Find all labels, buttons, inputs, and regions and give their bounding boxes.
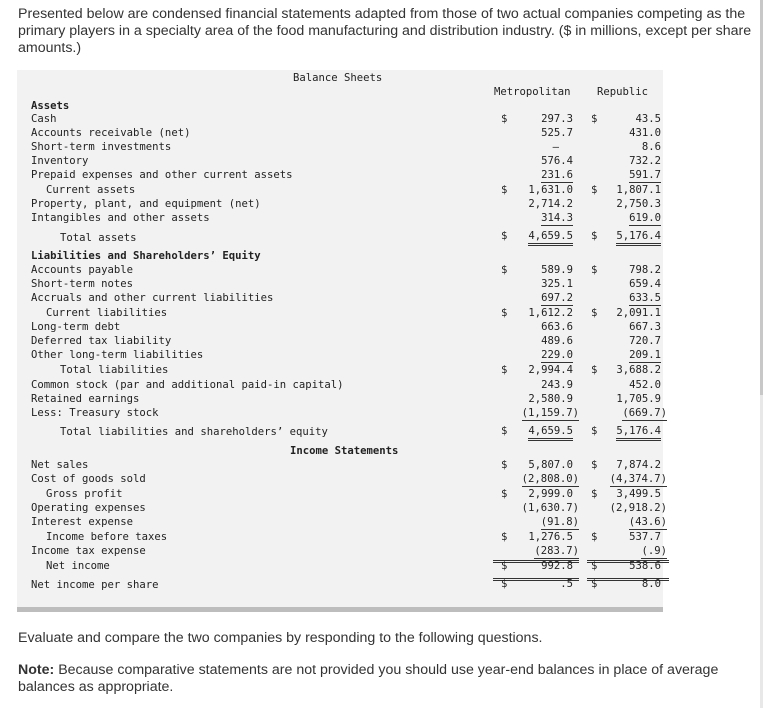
- row-label-ppe: Property, plant, and equipment (net): [31, 198, 261, 210]
- dollar-sign: $: [501, 264, 508, 276]
- prepaid-republic: 591.7: [629, 169, 661, 181]
- common-stock-republic: 452.0: [629, 379, 661, 391]
- total-liabilities-republic: 3,688.2: [616, 364, 661, 376]
- tax-expense-metropolitan: (283.7): [534, 545, 579, 557]
- ap-republic: 798.2: [629, 264, 661, 276]
- row-label-intangibles: Intangibles and other assets: [31, 212, 210, 224]
- ibt-republic: 537.7: [629, 531, 661, 543]
- intro-paragraph: Presented below are condensed financial statements adapted from those of two actual companies competing as the primary players in a specialty area of the food manufacturing and distribution industry. ($ in millions, except per share amounts.): [18, 6, 752, 56]
- note-paragraph: [18, 662, 758, 696]
- liabilities-heading: Liabilities and Shareholders’ Equity: [31, 250, 261, 262]
- stn-republic: 659.4: [629, 278, 661, 290]
- prepaid-metropolitan: 231.6: [541, 169, 573, 181]
- dtl-metropolitan: 489.6: [541, 335, 573, 347]
- ppe-metropolitan: 2,714.2: [528, 198, 573, 210]
- treasury-stock-metropolitan: (1,159.7): [521, 407, 579, 419]
- row-label-total-liab-equity: Total liabilities and shareholders’ equity: [60, 426, 328, 438]
- row-label-ap: Accounts payable: [31, 264, 134, 276]
- row-label-cogs: Cost of goods sold: [31, 473, 146, 485]
- dollar-sign: $: [501, 560, 508, 572]
- row-label-tax-expense: Income tax expense: [31, 545, 146, 557]
- opex-metropolitan: (1,630.7): [521, 502, 579, 514]
- row-label-ar: Accounts receivable (net): [31, 127, 191, 139]
- cogs-metropolitan: (2,808.0): [521, 473, 579, 485]
- net-income-republic: 538.6: [629, 560, 661, 572]
- evaluate-instruction: Evaluate and compare the two companies by responding to the following questions.: [18, 630, 543, 646]
- row-label-net-income: Net income: [46, 560, 110, 572]
- row-label-income-before-taxes: Income before taxes: [46, 531, 168, 543]
- interest-expense-metropolitan: (91.8): [540, 516, 579, 528]
- ltd-republic: 667.3: [629, 321, 661, 333]
- interest-expense-republic: (43.6): [628, 516, 667, 528]
- financial-statements-panel: [17, 70, 667, 612]
- row-label-common-stock: Common stock (par and additional paid-in capital): [31, 379, 344, 391]
- dollar-sign: $: [591, 578, 598, 590]
- sti-republic: 8.6: [641, 141, 661, 153]
- dollar-sign: $: [591, 113, 598, 125]
- intangibles-republic: 619.0: [629, 212, 661, 224]
- ar-metropolitan: 525.7: [541, 127, 573, 139]
- row-label-ltd: Long-term debt: [31, 321, 121, 333]
- balance-sheets-title: Balance Sheets: [293, 72, 383, 84]
- ap-metropolitan: 589.9: [541, 264, 573, 276]
- row-label-treasury-stock: Less: Treasury stock: [31, 407, 159, 419]
- dollar-sign: $: [501, 230, 508, 242]
- gross-profit-republic: 3,499.5: [616, 488, 661, 500]
- dollar-sign: $: [591, 488, 598, 500]
- assets-heading: Assets: [31, 100, 70, 112]
- current-liabilities-republic: 2,091.1: [616, 307, 661, 319]
- row-label-gross-profit: Gross profit: [46, 488, 123, 500]
- gross-profit-metropolitan: 2,999.0: [528, 488, 573, 500]
- dollar-sign: $: [591, 307, 598, 319]
- dollar-sign: $: [591, 230, 598, 242]
- current-liabilities-metropolitan: 1,612.2: [528, 307, 573, 319]
- dollar-sign: $: [591, 364, 598, 376]
- stn-metropolitan: 325.1: [541, 278, 573, 290]
- intangibles-metropolitan: 314.3: [541, 212, 573, 224]
- dollar-sign: $: [591, 459, 598, 471]
- dollar-sign: $: [591, 425, 598, 437]
- total-liab-equity-metropolitan: 4,659.5: [528, 425, 573, 441]
- cash-republic: 43.5: [635, 113, 661, 125]
- oltl-republic: 209.1: [629, 349, 661, 361]
- retained-earnings-metropolitan: 2,580.9: [528, 393, 573, 405]
- dollar-sign: $: [501, 578, 508, 590]
- dollar-sign: $: [501, 113, 508, 125]
- net-sales-republic: 7,874.2: [616, 459, 661, 471]
- row-label-net-sales: Net sales: [31, 459, 89, 471]
- retained-earnings-republic: 1,705.9: [616, 393, 661, 405]
- accruals-republic: 633.5: [629, 292, 661, 304]
- dollar-sign: $: [591, 184, 598, 196]
- row-label-accruals: Accruals and other current liabilities: [31, 292, 274, 304]
- ppe-republic: 2,750.3: [616, 198, 661, 210]
- total-liab-equity-republic: 5,176.4: [616, 425, 661, 441]
- row-label-inventory: Inventory: [31, 155, 89, 167]
- current-assets-metropolitan: 1,631.0: [528, 184, 573, 196]
- row-label-sti: Short-term investments: [31, 141, 172, 153]
- row-label-interest-expense: Interest expense: [31, 516, 134, 528]
- row-label-eps: Net income per share: [31, 579, 159, 591]
- dollar-sign: $: [501, 184, 508, 196]
- row-label-retained-earnings: Retained earnings: [31, 393, 140, 405]
- oltl-metropolitan: 229.0: [541, 349, 573, 361]
- treasury-stock-republic: (669.7): [622, 407, 667, 419]
- total-assets-metropolitan: 4,659.5: [528, 230, 573, 246]
- total-assets-republic: 5,176.4: [616, 230, 661, 246]
- row-label-oltl: Other long-term liabilities: [31, 349, 204, 361]
- metropolitan-column-header: Metropolitan: [494, 86, 571, 98]
- row-label-current-liabilities: Current liabilities: [46, 307, 168, 319]
- row-label-total-assets: Total assets: [60, 232, 137, 244]
- note-text: Because comparative statements are not provided you should use year-end balances in place of average balances as appropriate.: [18, 662, 719, 695]
- row-label-prepaid: Prepaid expenses and other current assets: [31, 169, 293, 181]
- income-statements-title: Income Statements: [290, 445, 399, 457]
- dtl-republic: 720.7: [629, 335, 661, 347]
- dollar-sign: $: [501, 307, 508, 319]
- note-label: Note:: [18, 662, 55, 678]
- ltd-metropolitan: 663.6: [541, 321, 573, 333]
- row-label-stn: Short-term notes: [31, 278, 134, 290]
- cash-metropolitan: 297.3: [541, 113, 573, 125]
- row-label-total-liabilities: Total liabilities: [60, 364, 169, 376]
- accruals-metropolitan: 697.2: [541, 292, 573, 304]
- net-sales-metropolitan: 5,807.0: [528, 459, 573, 471]
- republic-column-header: Republic: [597, 86, 649, 98]
- dollar-sign: $: [501, 531, 508, 543]
- dollar-sign: $: [501, 364, 508, 376]
- dollar-sign: $: [501, 459, 508, 471]
- dollar-sign: $: [501, 425, 508, 437]
- net-income-metropolitan: 992.8: [541, 560, 573, 572]
- common-stock-metropolitan: 243.9: [541, 379, 573, 391]
- eps-metropolitan: .5: [560, 578, 573, 590]
- tax-expense-republic: (.9): [641, 545, 667, 557]
- cogs-republic: (4,374.7): [609, 473, 667, 485]
- current-assets-republic: 1,807.1: [616, 184, 661, 196]
- eps-republic: 8.0: [641, 578, 661, 590]
- dollar-sign: $: [591, 531, 598, 543]
- dollar-sign: $: [591, 264, 598, 276]
- total-liabilities-metropolitan: 2,994.4: [528, 364, 573, 376]
- row-label-opex: Operating expenses: [31, 502, 146, 514]
- opex-republic: (2,918.2): [609, 502, 667, 514]
- inventory-republic: 732.2: [629, 155, 661, 167]
- row-label-dtl: Deferred tax liability: [31, 335, 172, 347]
- row-label-cash: Cash: [31, 113, 57, 125]
- ibt-metropolitan: 1,276.5: [528, 531, 573, 543]
- inventory-metropolitan: 576.4: [541, 155, 573, 167]
- dollar-sign: $: [591, 560, 598, 572]
- sti-metropolitan: —: [552, 141, 559, 153]
- ar-republic: 431.0: [629, 127, 661, 139]
- dollar-sign: $: [501, 488, 508, 500]
- row-label-current-assets: Current assets: [46, 184, 136, 196]
